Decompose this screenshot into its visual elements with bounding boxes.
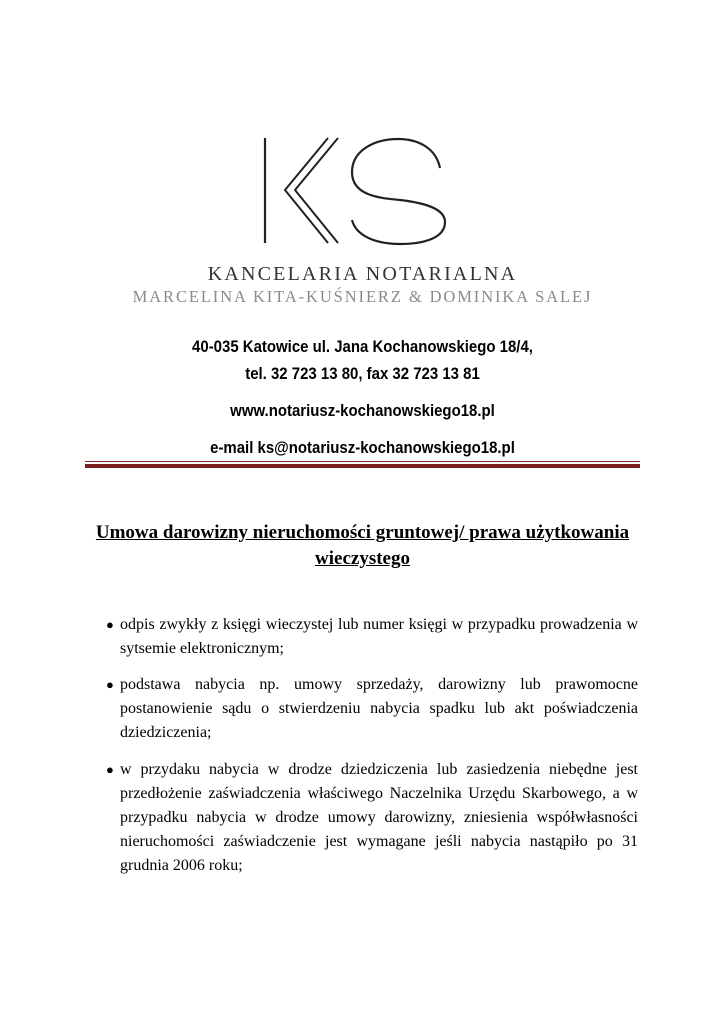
list-item: podstawa nabycia np. umowy sprzedaży, darowizny lub prawomocne postanowienie sądu o stwierdzeniu nabycia spadku lub akt poświadczenia dziedziczenia; xyxy=(120,676,638,741)
header-divider-thin xyxy=(85,461,640,462)
bullet-icon: ● xyxy=(106,677,114,692)
phone-fax: tel. 32 723 13 80, fax 32 723 13 81 xyxy=(245,364,480,383)
firm-partners: MARCELINA KITA-KUŚNIERZ & DOMINIKA SALEJ xyxy=(132,287,593,306)
address: 40-035 Katowice ul. Jana Kochanowskiego 18/4, xyxy=(192,337,533,356)
email-link[interactable]: e-mail ks@notariusz-kochanowskiego18.pl xyxy=(210,438,515,457)
bullet-icon: ● xyxy=(106,762,114,777)
document-title xyxy=(80,520,645,572)
list-item: w przydaku nabycia w drodze dziedziczenia lub zasiedzenia niebędne jest przedłożenie zaświadczenia właściwego Naczelnika Urzędu Skarbowego, a w przypadku nabycia w drodze umowy darowizny, zniesienia współwłasności nieruchomości zaświadczenie jest wymagane jeśli nabycia nastąpiło po 31 grudnia 2006 roku; xyxy=(120,761,638,874)
firm-name: KANCELARIA NOTARIALNA xyxy=(207,263,518,285)
bullet-icon: ● xyxy=(106,617,114,632)
header-divider-thick xyxy=(85,464,640,468)
document-title-text: Umowa darowizny nieruchomości gruntowej/ prawa użytkowania wieczystego xyxy=(95,522,630,569)
list-item: odpis zwykły z księgi wieczystej lub numer księgi w przypadku prowadzenia w sytsemie elektronicznym; xyxy=(120,616,638,657)
website-link[interactable]: www.notariusz-kochanowskiego18.pl xyxy=(230,401,495,420)
